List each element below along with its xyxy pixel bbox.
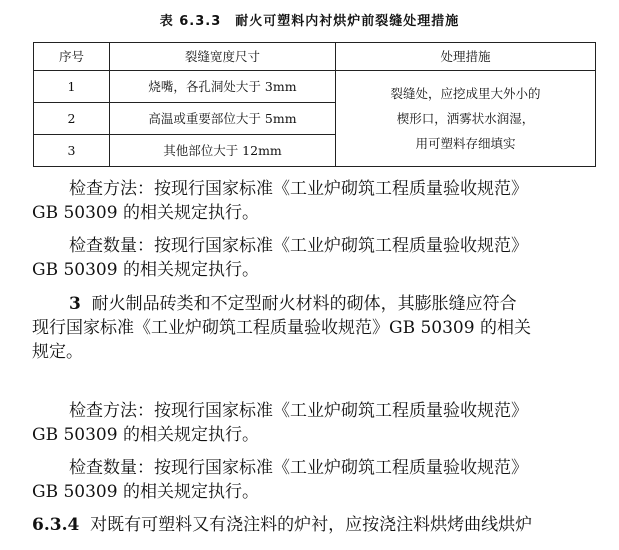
clause-number: 3 bbox=[69, 294, 81, 314]
table-row bbox=[34, 71, 596, 103]
row-no: 2 bbox=[34, 103, 110, 135]
table-header-row bbox=[34, 43, 596, 71]
clause-6-3-4-paragraph: 6.3.4 对既有可塑料又有浇注料的炉衬，应按浇注料烘烤曲线烘炉 bbox=[32, 515, 533, 535]
clause-number: 6.3.4 bbox=[32, 515, 80, 535]
header-crack-width: 裂缝宽度尺寸 bbox=[110, 43, 336, 71]
row-no: 1 bbox=[34, 71, 110, 103]
row-width: 烧嘴，各孔洞处大于 3mm bbox=[110, 71, 336, 103]
header-no: 序号 bbox=[34, 43, 110, 71]
table-title: 表 6.3.3 耐火可塑料内衬烘炉前裂缝处理措施 bbox=[159, 14, 460, 29]
inspection-method-paragraph: 检查方法：按现行国家标准《工业炉砌筑工程质量验收规范》 GB 50309 的相关规定执行。 bbox=[32, 179, 528, 223]
row-width: 高温或重要部位大于 5mm bbox=[110, 103, 336, 135]
measure-line: 用可塑料存细填实 bbox=[415, 136, 516, 151]
inspection-quantity-paragraph-2: 检查数量：按现行国家标准《工业炉砌筑工程质量验收规范》 GB 50309 的相关规定执行。 bbox=[32, 458, 528, 502]
measure-line: 裂缝处，应挖成里大外小的 bbox=[390, 86, 541, 101]
inspection-method-paragraph-2: 检查方法：按现行国家标准《工业炉砌筑工程质量验收规范》 GB 50309 的相关规定执行。 bbox=[32, 401, 528, 445]
row-no: 3 bbox=[34, 135, 110, 167]
header-measure: 处理措施 bbox=[336, 43, 596, 71]
inspection-quantity-paragraph: 检查数量：按现行国家标准《工业炉砌筑工程质量验收规范》 GB 50309 的相关规定执行。 bbox=[32, 236, 528, 280]
measure-line: 楔形口，洒雾状水润湿， bbox=[396, 111, 535, 126]
clause-3-paragraph: 3 耐火制品砖类和不定型耐火材料的砌体，其膨胀缝应符合 现行国家标准《工业炉砌筑工程质量验收规范》GB 50309 的相关 规定。 bbox=[32, 294, 531, 362]
treatment-measure-cell bbox=[336, 71, 596, 167]
crack-treatment-table bbox=[33, 42, 596, 167]
row-width: 其他部位大于 12mm bbox=[110, 135, 336, 167]
